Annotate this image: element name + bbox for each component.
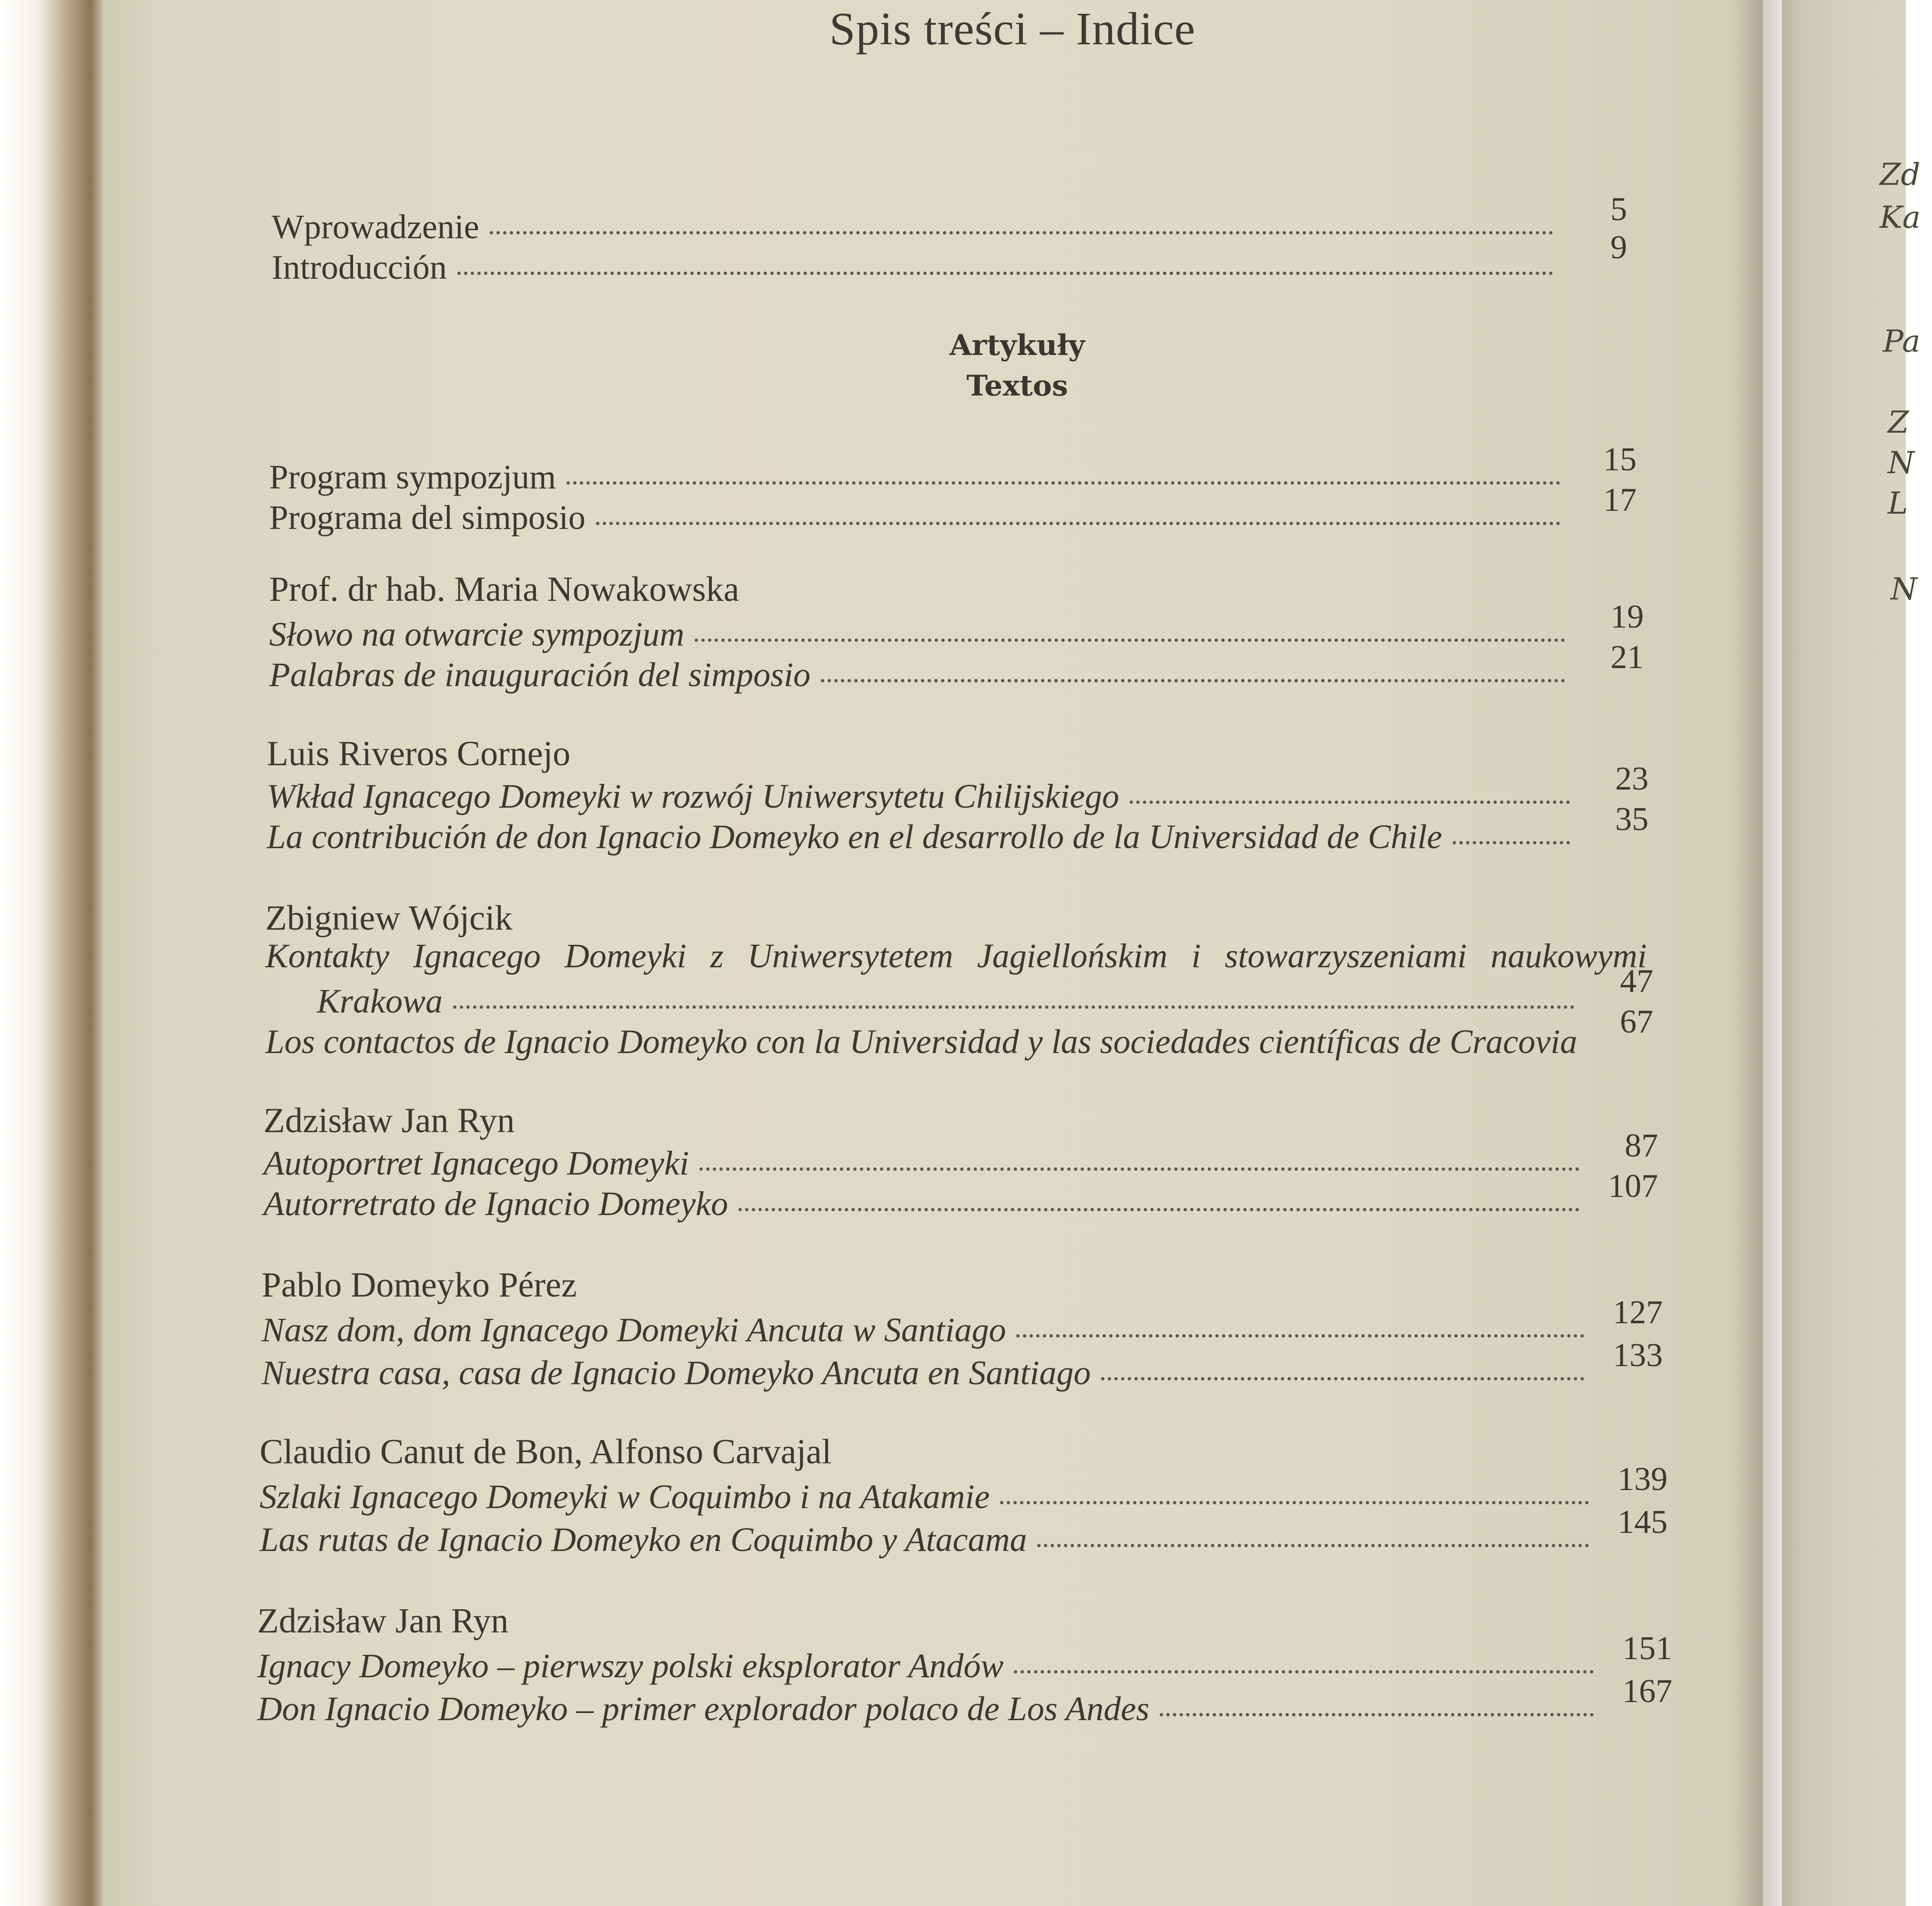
facing-page-text: N [1891,572,1917,607]
entry-title: La contribución de don Ignacio Domeyko en el desarrollo de la Universidad de Chile [267,818,1442,856]
toc-entry [269,615,1565,653]
page-number: 133 [1613,1337,1663,1374]
dot-leader [695,639,1565,642]
toc-entry-program-pl [269,457,1560,496]
dot-leader [566,481,1560,485]
page-number: 67 [1620,1004,1653,1040]
dot-leader [596,522,1560,525]
author-name: Claudio Canut de Bon, Alfonso Carvajal [260,1432,832,1471]
dot-leader [1160,1713,1594,1716]
dot-leader [821,679,1565,682]
author-name: Pablo Domeyko Pérez [262,1266,577,1305]
page-number: 139 [1618,1461,1668,1498]
dot-leader [490,231,1553,234]
page-number: 17 [1603,482,1637,518]
toc-entry [263,1144,1579,1182]
toc-entry-intro-pl [272,207,1553,245]
entry-title: Program sympozjum [269,458,556,496]
author-name: Prof. dr hab. Maria Nowakowska [269,570,739,609]
entry-title: Introducción [272,248,447,286]
toc-entry [260,1477,1589,1515]
dot-leader [1016,1334,1584,1338]
book-spine-edge [0,0,112,1906]
page-title: Spis treści – Indice [829,3,1196,55]
page-number: 21 [1610,639,1644,676]
facing-page-text: Zd [1880,157,1921,193]
page-number: 5 [1610,191,1627,228]
toc-entry [262,1353,1584,1391]
entry-title: Palabras de inauguración del simposio [269,656,810,694]
dot-leader [1037,1544,1589,1547]
entry-title: Las rutas de Ignacio Domeyko en Coquimbo y Atacama [260,1521,1027,1559]
toc-entry [257,1689,1594,1727]
page-number: 127 [1613,1294,1663,1331]
page-number: 47 [1620,963,1653,1000]
page-number: 15 [1603,441,1637,478]
toc-entry [267,777,1570,815]
toc-entry [262,1310,1584,1348]
dot-leader [453,1005,1575,1009]
entry-title: Nasz dom, dom Ignacego Domeyki Ancuta w Santiago [262,1311,1006,1349]
page-number: 145 [1618,1504,1668,1541]
dot-leader [699,1167,1579,1171]
author-name: Luis Riveros Cornejo [267,734,571,773]
entry-title: Nuestra casa, casa de Ignacio Domeyko Ancuta en Santiago [262,1354,1091,1392]
page-number: 23 [1615,760,1649,797]
page-gutter-shadow [1734,0,1801,1906]
facing-page-text: Ka [1880,200,1921,235]
dot-leader [457,272,1553,275]
toc-entry [267,817,1570,855]
facing-page-text: Z [1888,405,1909,440]
entry-title: Don Ignacio Domeyko – primer explorador polaco de Los Andes [257,1690,1150,1728]
dot-leader [1000,1501,1589,1504]
contents-page [102,0,1763,1906]
page-number: 9 [1610,229,1627,266]
entry-title: Wprowadzenie [272,208,479,246]
section-heading-pl: Artykuły [950,329,1085,362]
page-number: 107 [1608,1168,1658,1205]
toc-entry [263,1184,1579,1222]
page-number: 87 [1625,1127,1658,1164]
entry-title: Autoportret Ignacego Domeyki [263,1144,689,1182]
dot-leader [1453,841,1570,844]
entry-title: Ignacy Domeyko – pierwszy polski eksplorator Andów [257,1647,1004,1685]
toc-entry [269,655,1565,693]
page-number: 19 [1610,598,1644,635]
entry-title: Autorretrato de Ignacio Domeyko [263,1185,728,1223]
toc-entry [317,982,1575,1020]
facing-page-text: L [1888,486,1908,521]
dot-leader [1101,1377,1584,1380]
page-number: 167 [1622,1673,1672,1710]
facing-page-text: N [1888,446,1914,481]
toc-entry-program-es [269,498,1560,536]
dot-leader [1130,801,1570,804]
entry-title: Wkład Ignacego Domeyki w rozwój Uniwersytetu Chilijskiego [267,777,1120,815]
author-name: Zdzisław Jan Ryn [263,1101,515,1140]
page-number: 151 [1622,1630,1672,1667]
section-heading-es: Textos [966,369,1068,403]
author-name: Zdzisław Jan Ryn [257,1602,509,1641]
toc-entry-title-line1: Kontakty Ignacego Domeyki z Uniwersytetem Jagiellońskim i stowarzyszeniami naukowymi [265,937,1647,975]
dot-leader [738,1208,1579,1211]
toc-entry-intro-es [272,248,1553,286]
author-name: Zbigniew Wójcik [265,899,513,938]
entry-title: Los contactos de Ignacio Domeyko con la Universidad y las sociedades científicas de Cracovia [265,1023,1578,1061]
entry-title: Szlaki Ignacego Domeyki w Coquimbo i na Atakamie [260,1478,990,1516]
facing-page-text: Pa [1883,324,1921,359]
entry-title: Słowo na otwarcie sympozjum [269,615,685,653]
dot-leader [1014,1670,1594,1673]
entry-title: Programa del simposio [269,498,586,537]
toc-entry [260,1520,1589,1558]
page-number: 35 [1615,801,1649,838]
entry-title-continuation: Krakowa [317,982,443,1020]
toc-entry [257,1646,1594,1684]
toc-entry [265,1022,1578,1061]
